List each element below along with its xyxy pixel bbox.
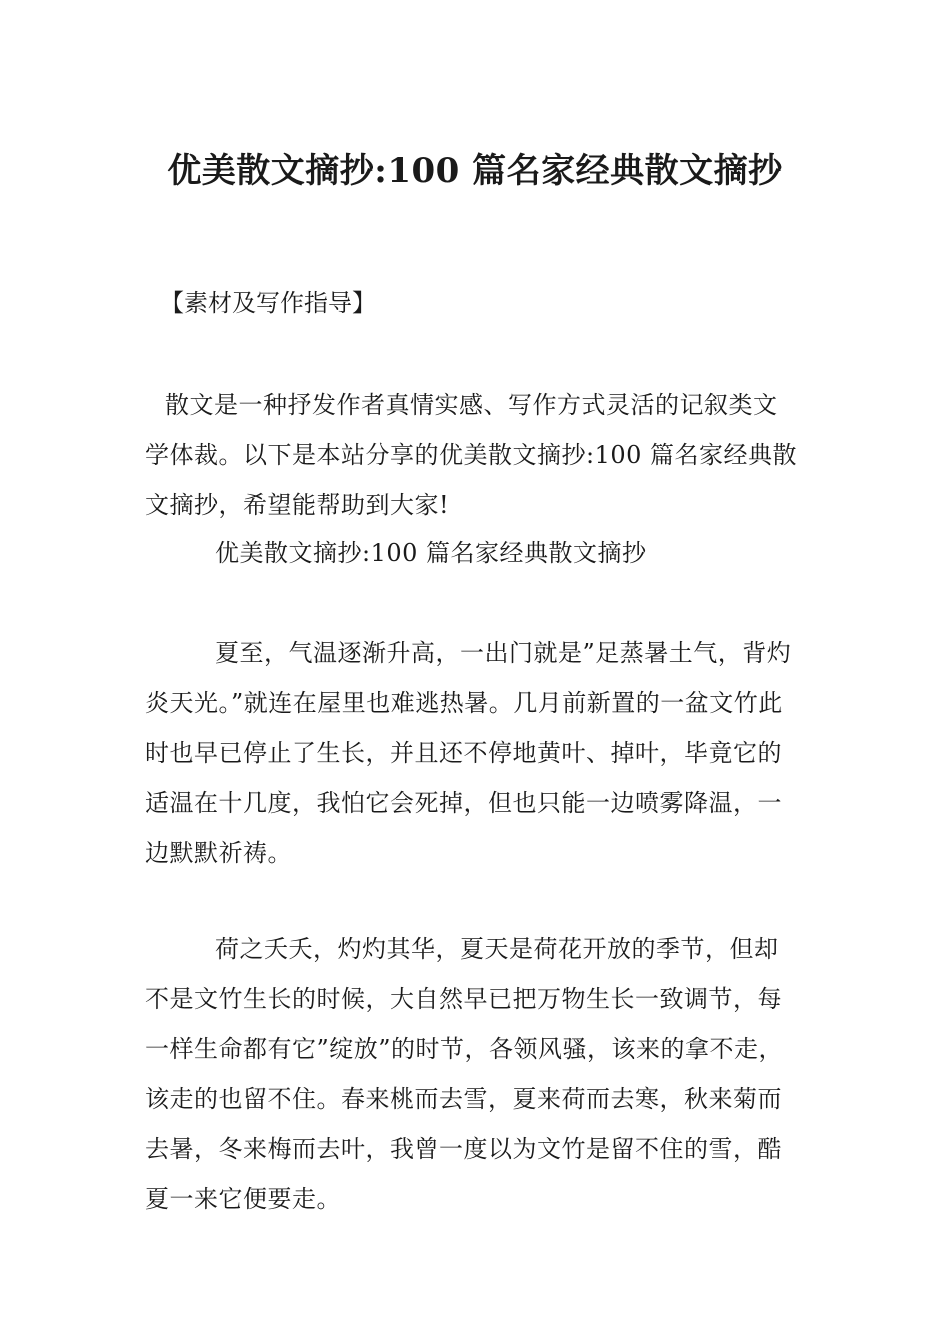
body-paragraph-1 bbox=[145, 628, 810, 878]
intro-line: 学体裁。以下是本站分享的优美散文摘抄:100 篇名家经典散 bbox=[145, 441, 798, 469]
document-title: 优美散文摘抄:100 篇名家经典散文摘抄 bbox=[167, 151, 783, 191]
paragraph-line: 炎天光。”就连在屋里也难逃热暑。几月前新置的一盆文竹此 bbox=[145, 689, 783, 717]
paragraph-line: 荷之夭夭，灼灼其华，夏天是荷花开放的季节，但却 bbox=[215, 935, 779, 963]
body-paragraph-2 bbox=[145, 924, 810, 1224]
paragraph-line: 该走的也留不住。春来桃而去雪，夏来荷而去寒，秋来菊而 bbox=[145, 1085, 782, 1113]
paragraph-line: 一样生命都有它”绽放”的时节，各领风骚，该来的拿不走， bbox=[145, 1035, 784, 1063]
paragraph-line: 去暑，冬来梅而去叶，我曾一度以为文竹是留不住的雪，酷 bbox=[145, 1135, 782, 1163]
section-subheading: 【素材及写作指导】 bbox=[160, 289, 376, 317]
intro-paragraph bbox=[145, 380, 810, 530]
repeated-title: 优美散文摘抄:100 篇名家经典散文摘抄 bbox=[215, 539, 647, 567]
paragraph-line: 夏至，气温逐渐升高，一出门就是”足蒸暑土气，背灼 bbox=[215, 639, 792, 667]
paragraph-line: 时也早已停止了生长，并且还不停地黄叶、掉叶，毕竟它的 bbox=[145, 739, 782, 767]
intro-line: 散文是一种抒发作者真情实感、写作方式灵活的记叙类文 bbox=[165, 391, 778, 419]
paragraph-line: 适温在十几度，我怕它会死掉，但也只能一边喷雾降温，一 bbox=[145, 789, 782, 817]
intro-line: 文摘抄，希望能帮助到大家! bbox=[145, 491, 450, 519]
paragraph-line: 夏一来它便要走。 bbox=[145, 1185, 341, 1213]
paragraph-line: 不是文竹生长的时候，大自然早已把万物生长一致调节，每 bbox=[145, 985, 782, 1013]
paragraph-line: 边默默祈祷。 bbox=[145, 839, 292, 867]
